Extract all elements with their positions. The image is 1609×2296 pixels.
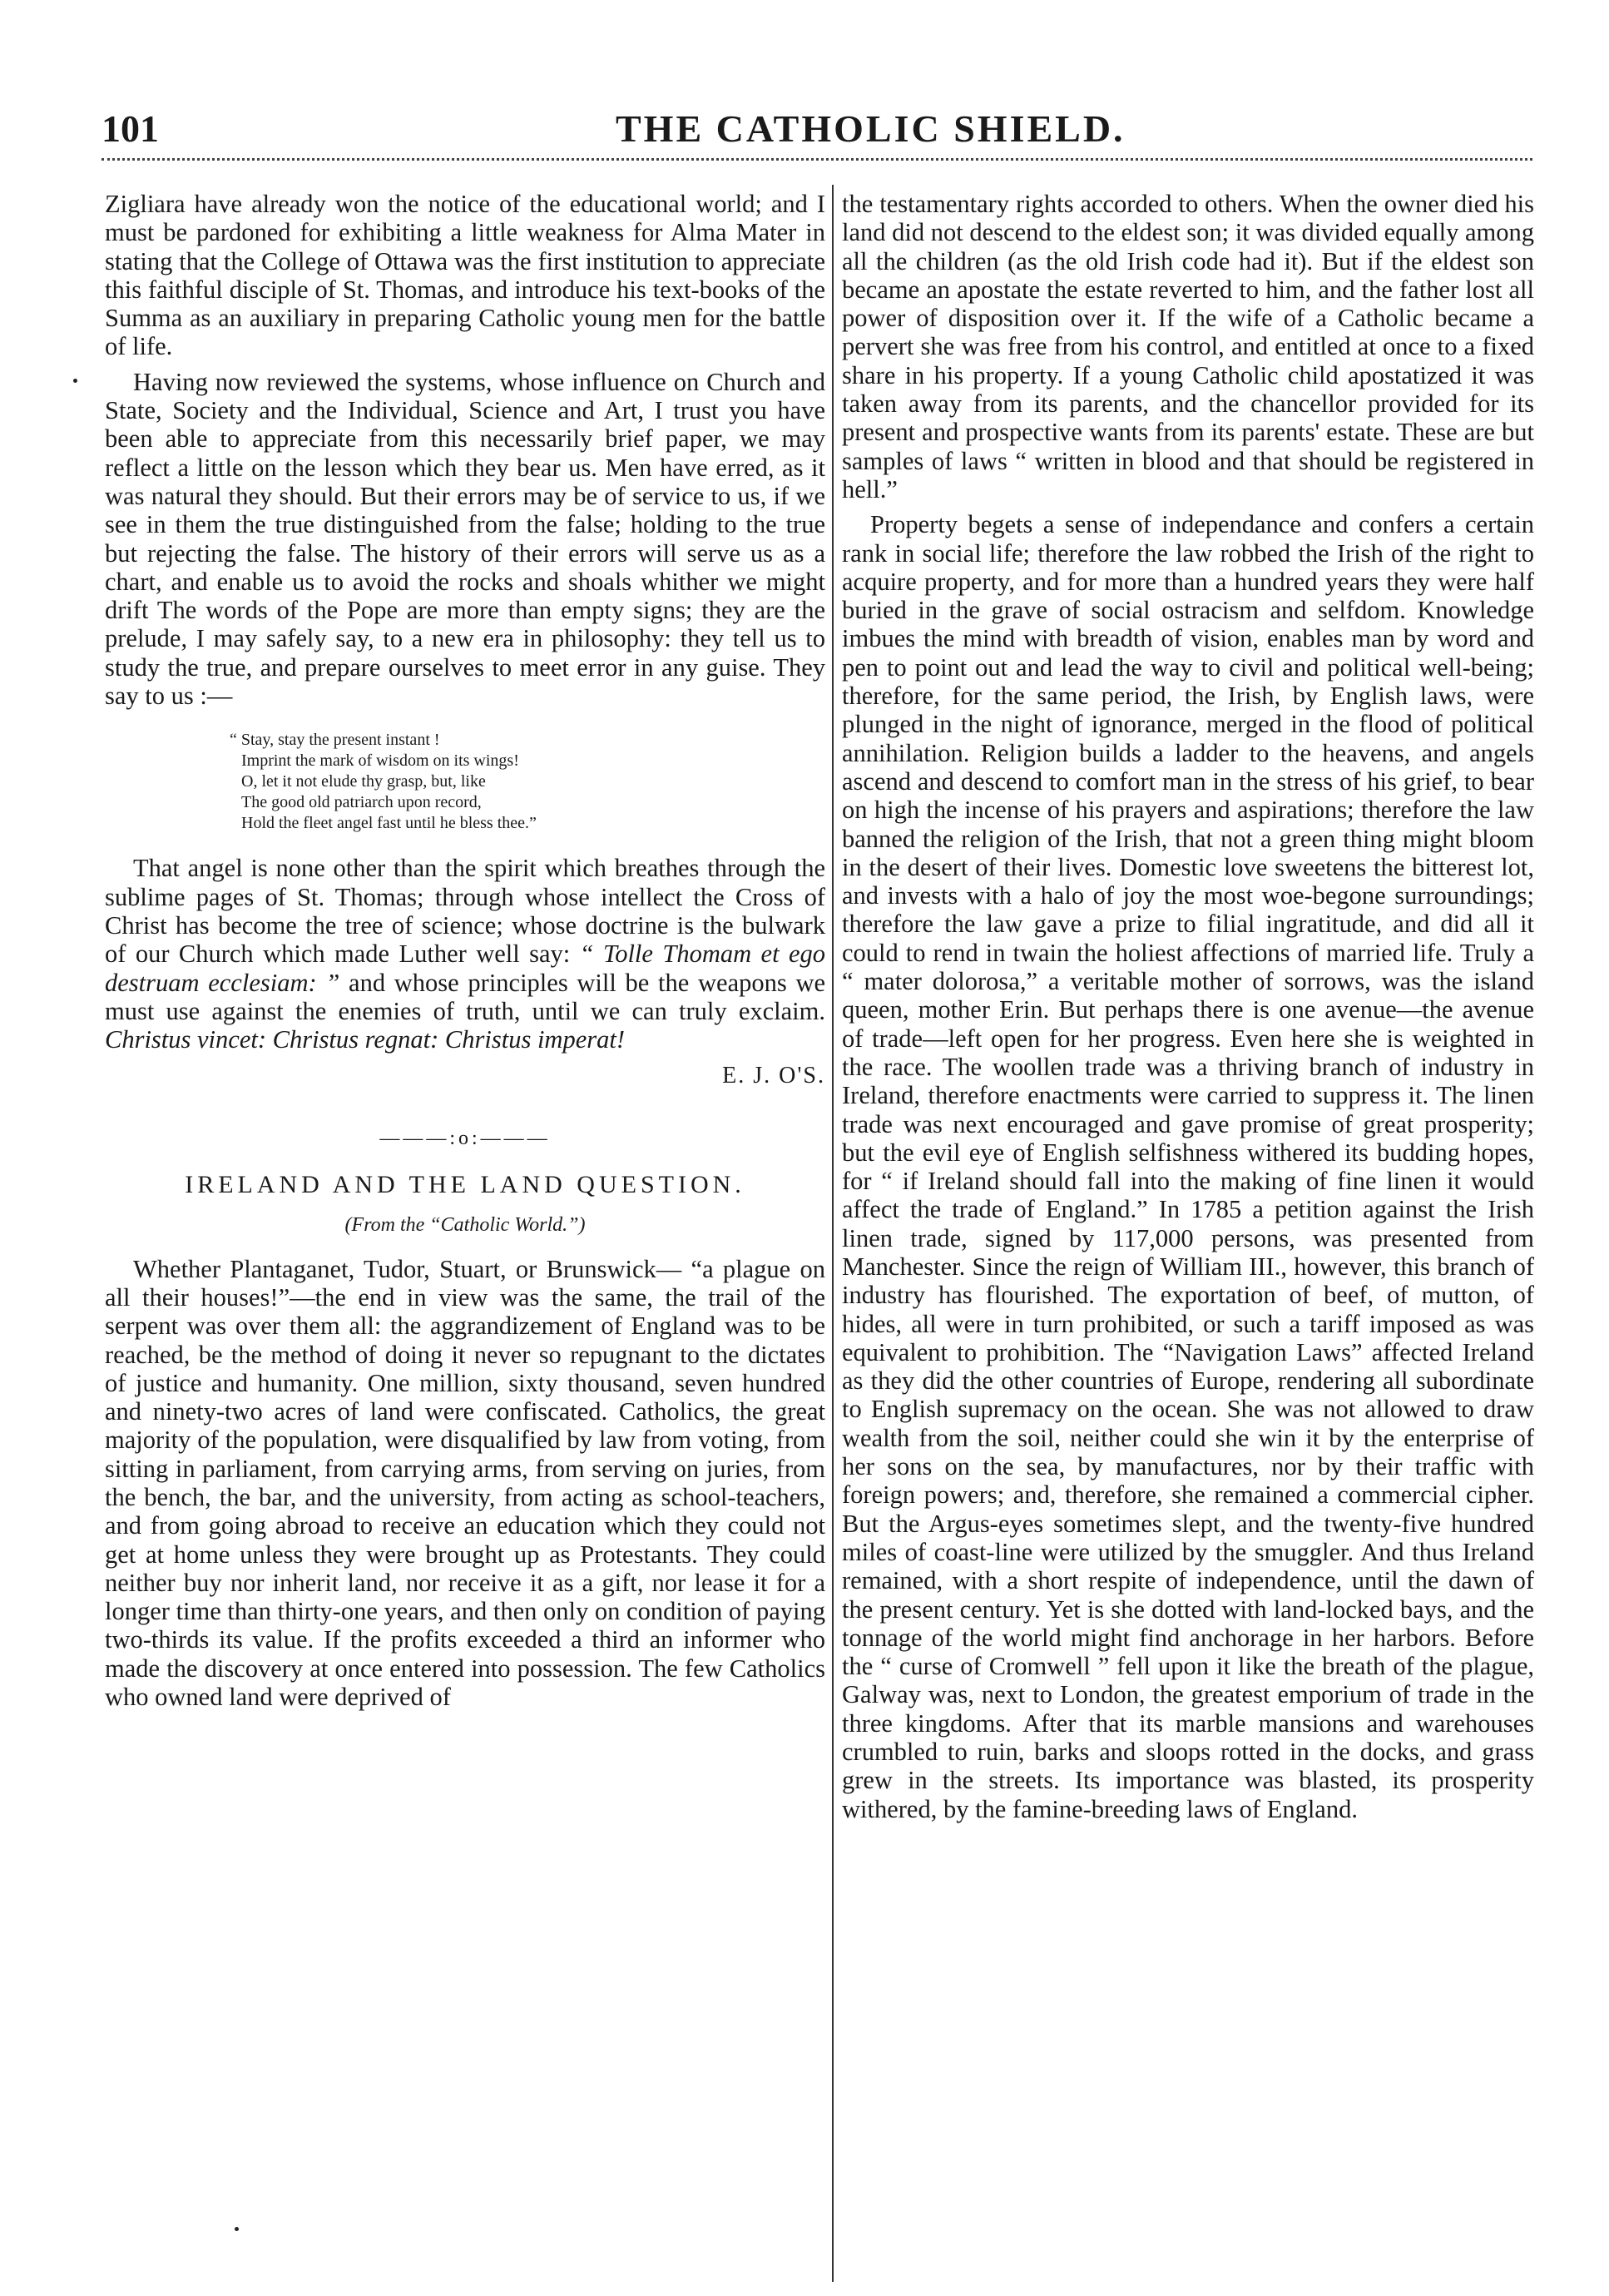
latin-exclamation: Christus vincet: Christus regnat: Christus imperat! [105,1025,625,1054]
poem-line: Hold the fleet angel fast until he bless thee.” [241,814,537,833]
paragraph-continued: Zigliara have already won the notice of the educational world; and I must be pardoned for exhibiting a little weakness for Alma Mater in stating that the College of Ottawa was the first institution to appreciate this faithful disciple of St. Thomas, and introduce his text-books of the Summa as an auxiliary in preparing Catholic young men for the battle of life. [105,190,825,361]
paragraph-property: Property begets a sense of independance and confers a certain rank in social life; therefore the law robbed the Irish of the right to acquire property, and for more than a hundred years they were half buried in the grave of social ostracism and selfdom. Knowledge imbues the mind with breadth of vision, enables man by word and pen to point out and lead the way to civil and political well-being; therefore, for the same period, the Irish, by English laws, were plunged in the night of ignorance, merged in the flood of political annihilation. Religion builds a ladder to the heavens, and angels ascend and descend to comfort man in the stress of his grief, to bear on high the incense of his prayers and aspirations; therefore the law banned the religion of the Irish, that not a green thing might bloom in the desert of their lives. Domestic love sweetens the bitterest lot, and invests with a halo of joy the most woe-begone surroundings; therefore the law gave a prize to filial ingratitude, and did all it could to rend in twain the holiest affections of married life. Truly a “ mater dolorosa,” a veritable mother of sorrows, was the island queen, mother Erin. But perhaps there is one avenue—the avenue of trade—left open for her progress. Even here she is weighted in the race. The woollen trade was a thriving branch of industry in Ireland, therefore enactments were carried to suppress it. The linen trade was next encouraged and gave promise of great prosperity; but the evil eye of English selfishness withered its budding hopes, for “ if Ireland should fall into the making of fine linen it would affect the trade of England.” In 1785 a petition against the Irish linen trade, signed by 117,000 persons, was presented from Manchester. Since the reign of William III., however, this branch of industry has flourished. The exportation of beef, of mutton, of hides, all were in turn prohibited, or such a tariff imposed as was equivalent to prohibition. The “Navigation Laws” affected Ireland as they did the other countries of Europe, rendering all subordinate to English supremacy on the ocean. She was not allowed to draw wealth from the soil, neither could she win it by the enterprise of her sons on the sea, by manufactures, nor by their traffic with foreign powers; and, therefore, she remained a commercial cipher. But the Argus-eyes sometimes slept, and the twenty-five hundred miles of coast-line were utilized by the smuggler. And thus Ireland remained, with a short respite of independence, until the dawn of the present century. Yet is she dotted with land-locked bays, and the tonnage of the world might find anchorage in her harbors. Before the “ curse of Cromwell ” fell upon it like the breath of the plague, Galway was, next to London, the greatest emporium of trade in the three kingdoms. After that its marble mansions and warehouses crumbled to ruin, barks and sloops rotted in the docks, and grass grew in the streets. Its importance was blasted, its prosperity withered, by the famine-breeding laws of England. [842,510,1534,1823]
masthead-title: THE CATHOLIC SHIELD. [616,107,1126,150]
angel-text: That angel is none other than the spirit which breathes through the sublime pages of St. Thomas; through whose intellect the Cross of Christ has become the tree of science; whose doctrine is the bulwark of our Church which made Luther well say: [105,854,825,969]
poem-line: Imprint the mark of wisdom on its wings! [241,751,519,771]
ink-speck [235,2227,239,2231]
latin-quote: “ Tolle Thomam et ego destruam ecclesiam: ” [105,940,825,997]
column-rule [832,185,834,2282]
angel-text-rest: and whose principles will be the weapons we must use against the enemies of truth, until we can truly exclaim. [105,968,826,1025]
paragraph-reflection: Having now reviewed the systems, whose influence on Church and State, Society and the Individual, Science and Art, I trust you have been able to appreciate from this necessarily brief paper, we may reflect a little on the lesson which they bear us. Men have erred, as it was natural they should. But their errors may be of service to us, if we see in them the true distinguished from the false; holding to the true but rejecting the false. The history of their errors will serve us as a chart, and enable us to avoid the rocks and shoals whither we might drift The words of the Pope are more than empty signs; they are the prelude, I may safely say, to a new era in philosophy: they tell us to study the true, and prepare ourselves to meet error in any guise. They say to us :— [105,367,825,711]
right-column [842,190,1534,1823]
paragraph-testamentary: the testamentary rights accorded to others. When the owner died his land did not descend to the eldest son; it was divided equally among all the children (as the old Irish code had it). But if the eldest son became an apostate the estate reverted to him, and the father lost all power of disposition over it. If the wife of a Catholic became a pervert she was free from his control, and entitled at once to a fixed share in his property. If a young Catholic child apostatized it was taken away from its parents, and the chancellor provided for its present and prospective wants from its parents' estate. These are but samples of laws “ written in blood and that should be registered in hell.” [842,190,1534,503]
ink-speck [73,379,77,383]
section-separator: ———:o:——— [379,1127,551,1149]
poem-line: O, let it not elude thy grasp, but, like [241,772,486,791]
left-column [105,190,825,1711]
page-number: 101 [101,107,159,150]
paragraph-angel [105,854,825,1054]
article-source: (From the “Catholic World.”) [344,1214,586,1237]
author-signature: E. J. O'S. [722,1063,825,1089]
header-rule [101,158,1532,161]
poem-quote [230,730,825,834]
poem-line: “ Stay, stay the present instant ! [230,731,440,750]
poem-line: The good old patriarch upon record, [241,793,482,812]
article-title: IRELAND AND THE LAND QUESTION. [185,1171,745,1199]
paragraph-ireland: Whether Plantaganet, Tudor, Stuart, or Brunswick— “a plague on all their houses!”—the end in view was the same, the trail of the serpent was over them all: the aggrandizement of England was to be reached, be the method of doing it never so repugnant to the dictates of justice and humanity. One million, sixty thousand, seven hundred and ninety-two acres of land were confiscated. Catholics, the great majority of the population, were disqualified by law from voting, from sitting in parliament, from carrying arms, from serving on juries, from the bench, the bar, and the university, from acting as school-teachers, and from going abroad to receive an education which they could not get at home unless they were brought up as Protestants. They could neither buy nor inherit land, nor receive it as a gift, nor lease it for a longer time than thirty-one years, and then only on condition of paying two-thirds its value. If the profits exceeded a third an informer who made the discovery at once entered into possession. The few Catholics who owned land were deprived of [105,1254,825,1712]
